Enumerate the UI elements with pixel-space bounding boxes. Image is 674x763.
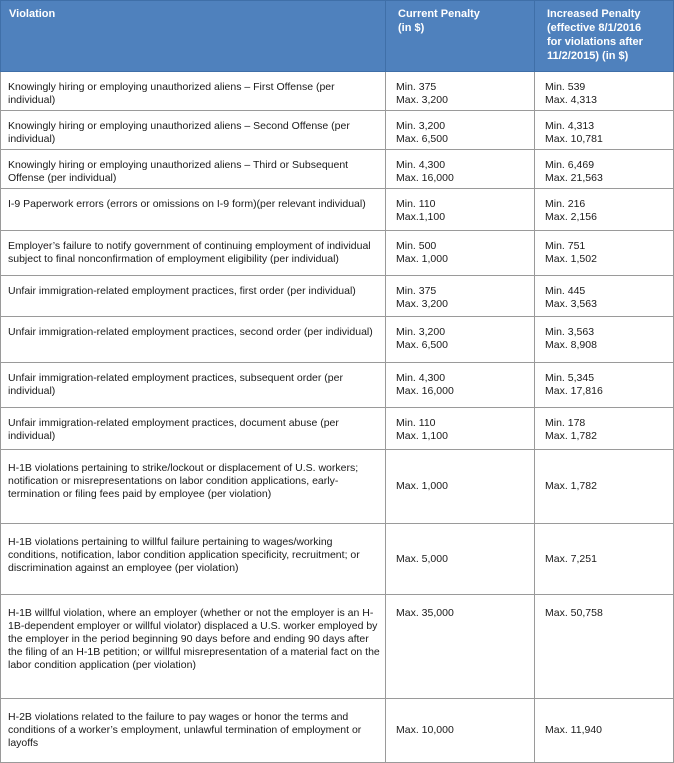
- current-penalty-cell: [386, 363, 535, 408]
- penalty-min: Min. 6,469: [545, 159, 595, 171]
- table-row: [1, 150, 674, 189]
- penalty-min: Min. 3,563: [545, 326, 595, 338]
- penalty-max: Max. 21,563: [545, 172, 603, 184]
- penalty-min: Min. 751: [545, 240, 586, 252]
- current-penalty-cell: [386, 408, 535, 450]
- penalty-max: Max. 1,782: [545, 430, 597, 442]
- violation-cell: H-2B violations related to the failure to pay wages or honor the terms and conditions of a worker’s employment, unlawful termination of employment or layoffs: [1, 699, 386, 763]
- penalty-max: Max. 1,502: [545, 253, 597, 265]
- table-row: [1, 450, 674, 524]
- table-row: [1, 72, 674, 111]
- penalty-min: Min. 178: [545, 417, 586, 429]
- increased-penalty-cell: [535, 408, 674, 450]
- penalty-max: Max. 5,000: [396, 552, 448, 565]
- header-increased-penalty: Increased Penalty (effective 8/1/2016 for violations after 11/2/2015) (in $): [535, 1, 674, 72]
- penalty-max: Max. 16,000: [396, 385, 454, 397]
- penalty-max: Max. 11,940: [545, 724, 603, 736]
- penalty-max: Max. 4,313: [545, 94, 597, 106]
- penalty-max: Max. 3,200: [396, 298, 448, 310]
- penalty-max: Max. 16,000: [396, 172, 454, 184]
- table-row: [1, 524, 674, 595]
- current-penalty-cell: [386, 231, 535, 276]
- increased-penalty-cell: [535, 276, 674, 317]
- penalty-min: Min. 4,300: [396, 159, 446, 171]
- violation-cell: I-9 Paperwork errors (errors or omissions on I-9 form)(per relevant individual): [1, 189, 386, 231]
- violation-cell: Knowingly hiring or employing unauthorized aliens – Third or Subsequent Offense (per individual): [1, 150, 386, 189]
- increased-penalty-cell: [535, 150, 674, 189]
- table-row: [1, 363, 674, 408]
- penalty-min: Min. 375: [396, 81, 437, 93]
- penalty-max: Max. 1,000: [396, 480, 448, 492]
- violation-cell: Unfair immigration-related employment practices, first order (per individual): [1, 276, 386, 317]
- penalty-max: Max. 50,758: [545, 607, 603, 619]
- penalty-max: Max.1,100: [396, 211, 446, 223]
- table-row: [1, 276, 674, 317]
- increased-penalty-cell: [535, 189, 674, 231]
- penalty-min: Min. 4,313: [545, 120, 595, 132]
- increased-penalty-cell: [535, 72, 674, 111]
- penalty-min: Min. 375: [396, 285, 437, 297]
- table-row: [1, 699, 674, 763]
- penalty-max: Max. 10,000: [396, 724, 454, 736]
- increased-penalty-cell: [535, 699, 674, 763]
- penalty-max: Max. 6,500: [396, 133, 448, 145]
- current-penalty-cell: [386, 150, 535, 189]
- penalty-min: Min. 5,345: [545, 372, 595, 384]
- increased-penalty-cell: [535, 111, 674, 150]
- increased-penalty-cell: [535, 450, 674, 524]
- penalty-max: Max. 1,000: [396, 253, 448, 265]
- penalty-max: Max. 3,200: [396, 94, 448, 106]
- penalty-max: Max. 1,782: [545, 480, 597, 492]
- violation-cell: H-1B violations pertaining to strike/lockout or displacement of U.S. workers; notification or misrepresentations on labor condition applications, early-termination or filing fees paid by employee (per violation): [1, 450, 386, 524]
- table-row: [1, 111, 674, 150]
- penalty-max: Max. 7,251: [545, 552, 597, 565]
- violation-cell: H-1B willful violation, where an employer (whether or not the employer is an H-1B-dependent employer or willful violator) displaced a U.S. worker employed by the employer in the period beginning 90 days before and ending 90 days after the filing of an H-1B petition; or willful misrepresentation of a material fact on the labor condition application (per violation): [1, 595, 386, 699]
- table-row: [1, 231, 674, 276]
- penalty-min: Min. 3,200: [396, 326, 446, 338]
- table-row: [1, 189, 674, 231]
- current-penalty-cell: [386, 699, 535, 763]
- current-penalty-cell: [386, 450, 535, 524]
- current-penalty-cell: [386, 189, 535, 231]
- current-penalty-cell: [386, 524, 535, 595]
- penalty-min: Min. 500: [396, 240, 437, 252]
- violation-cell: Unfair immigration-related employment practices, document abuse (per individual): [1, 408, 386, 450]
- header-violation: Violation: [1, 1, 386, 72]
- penalty-min: Min. 216: [545, 198, 586, 210]
- violation-cell: Employer’s failure to notify government of continuing employment of individual subject to final nonconfirmation of employment eligibility (per individual): [1, 231, 386, 276]
- table-row: [1, 595, 674, 699]
- current-penalty-cell: [386, 595, 535, 699]
- penalty-min: Min. 3,200: [396, 120, 446, 132]
- increased-penalty-cell: [535, 363, 674, 408]
- penalty-min: Min. 4,300: [396, 372, 446, 384]
- penalty-max: Max. 2,156: [545, 211, 597, 223]
- violation-cell: Unfair immigration-related employment practices, subsequent order (per individual): [1, 363, 386, 408]
- header-row: [1, 1, 674, 72]
- increased-penalty-cell: [535, 317, 674, 363]
- penalty-min: Min. 110: [396, 417, 436, 429]
- table-row: [1, 317, 674, 363]
- current-penalty-cell: [386, 317, 535, 363]
- header-current-penalty: Current Penalty (in $): [386, 1, 535, 72]
- increased-penalty-cell: [535, 524, 674, 595]
- increased-penalty-cell: [535, 231, 674, 276]
- penalty-min: Min. 539: [545, 81, 586, 93]
- penalty-max: Max. 10,781: [545, 133, 603, 145]
- violation-cell: H-1B violations pertaining to willful failure pertaining to wages/working conditions, notification, labor condition application specificity, recruitment; or discrimination against an employee (per violation): [1, 524, 386, 595]
- penalty-max: Max. 3,563: [545, 298, 597, 310]
- penalty-min: Min. 445: [545, 285, 586, 297]
- penalty-max: Max. 17,816: [545, 385, 603, 397]
- increased-penalty-cell: [535, 595, 674, 699]
- penalty-max: Max. 8,908: [545, 339, 597, 351]
- violation-cell: Knowingly hiring or employing unauthorized aliens – First Offense (per individual): [1, 72, 386, 111]
- violation-cell: Knowingly hiring or employing unauthorized aliens – Second Offense (per individual): [1, 111, 386, 150]
- penalty-min: Min. 110: [396, 198, 436, 210]
- penalty-max: Max. 35,000: [396, 607, 454, 619]
- violation-cell: Unfair immigration-related employment practices, second order (per individual): [1, 317, 386, 363]
- current-penalty-cell: [386, 111, 535, 150]
- penalty-max: Max. 1,100: [396, 430, 448, 442]
- table-row: [1, 408, 674, 450]
- current-penalty-cell: [386, 72, 535, 111]
- penalty-max: Max. 6,500: [396, 339, 448, 351]
- current-penalty-cell: [386, 276, 535, 317]
